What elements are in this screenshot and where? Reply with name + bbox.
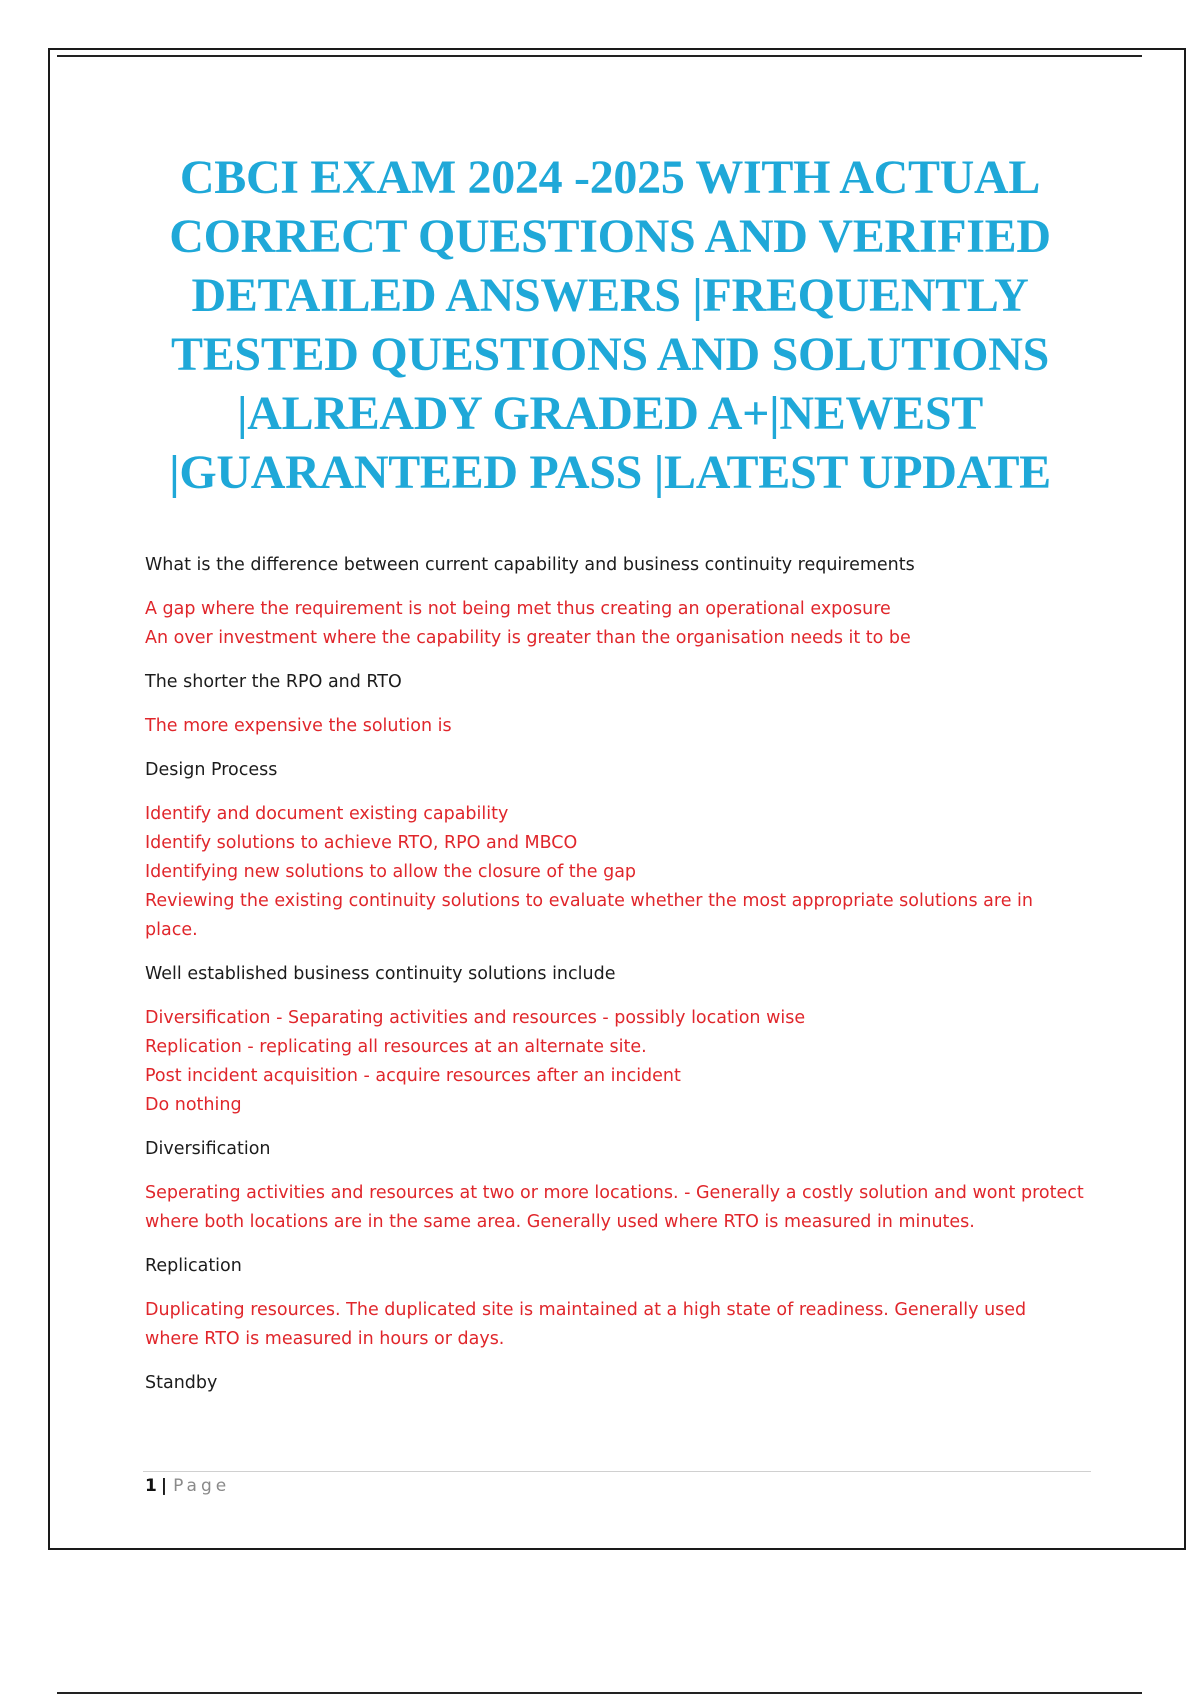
question-text: Replication (145, 1256, 242, 1276)
question-text: Well established business continuity solutions include (145, 964, 616, 984)
question-text: Design Process (145, 760, 278, 780)
qa-item (145, 1135, 1085, 1237)
answer-line: Do nothing (145, 1095, 242, 1115)
question-text: Diversification (145, 1139, 271, 1159)
qa-item (145, 1252, 1085, 1354)
footer-separator: | (160, 1476, 168, 1496)
qa-item (145, 668, 1085, 741)
answer-block (145, 1179, 1085, 1237)
answer-line: Diversification - Separating activities and resources - possibly location wise (145, 1008, 806, 1028)
answer-line: An over investment where the capability is greater than the organisation needs it to be (145, 628, 911, 648)
answer-line: Duplicating resources. The duplicated site is maintained at a high state of readiness. Generally used where RTO is measured in hours or days. (145, 1300, 1027, 1349)
question-text: The shorter the RPO and RTO (145, 672, 402, 692)
answer-line: Post incident acquisition - acquire resources after an incident (145, 1066, 681, 1086)
answer-line: The more expensive the solution is (145, 716, 452, 736)
qa-content (145, 551, 1085, 1413)
page-label: Page (173, 1476, 231, 1496)
page-number: 1 (145, 1476, 157, 1496)
qa-item (145, 1369, 1085, 1398)
answer-block (145, 1004, 1085, 1120)
answer-line: Seperating activities and resources at two or more locations. - Generally a costly solution and wont protect where both locations are in the same area. Generally used where RTO is measured in minutes. (145, 1183, 1084, 1232)
title-line: |GUARANTEED PASS |LATEST UPDATE (169, 446, 1051, 499)
answer-block (145, 1296, 1085, 1354)
answer-line: Replication - replicating all resources at an alternate site. (145, 1037, 647, 1057)
question-text: What is the difference between current capability and business continuity requirements (145, 555, 915, 575)
title-line: TESTED QUESTIONS AND SOLUTIONS (171, 328, 1049, 381)
qa-item (145, 960, 1085, 1120)
answer-line: Identifying new solutions to allow the closure of the gap (145, 862, 637, 882)
title-line: |ALREADY GRADED A+|NEWEST (237, 387, 983, 440)
answer-line: Identify and document existing capability (145, 804, 509, 824)
next-page-rule (57, 1692, 1142, 1694)
footer-rule (143, 1471, 1091, 1472)
answer-line: Identify solutions to achieve RTO, RPO and MBCO (145, 833, 578, 853)
title-line: DETAILED ANSWERS |FREQUENTLY (191, 269, 1029, 322)
qa-item (145, 756, 1085, 945)
answer-line: A gap where the requirement is not being met thus creating an operational exposure (145, 599, 891, 619)
header-rule (57, 55, 1142, 57)
answer-block (145, 595, 1085, 653)
qa-item (145, 551, 1085, 653)
page-footer (145, 1474, 230, 1498)
answer-line: Reviewing the existing continuity solutions to evaluate whether the most appropriate solutions are in place. (145, 891, 1033, 940)
document-title (130, 148, 1090, 502)
title-line: CBCI EXAM 2024 -2025 WITH ACTUAL (179, 151, 1041, 204)
title-line: CORRECT QUESTIONS AND VERIFIED (169, 210, 1051, 263)
question-text: Standby (145, 1373, 218, 1393)
answer-block (145, 800, 1085, 945)
answer-block (145, 712, 1085, 741)
